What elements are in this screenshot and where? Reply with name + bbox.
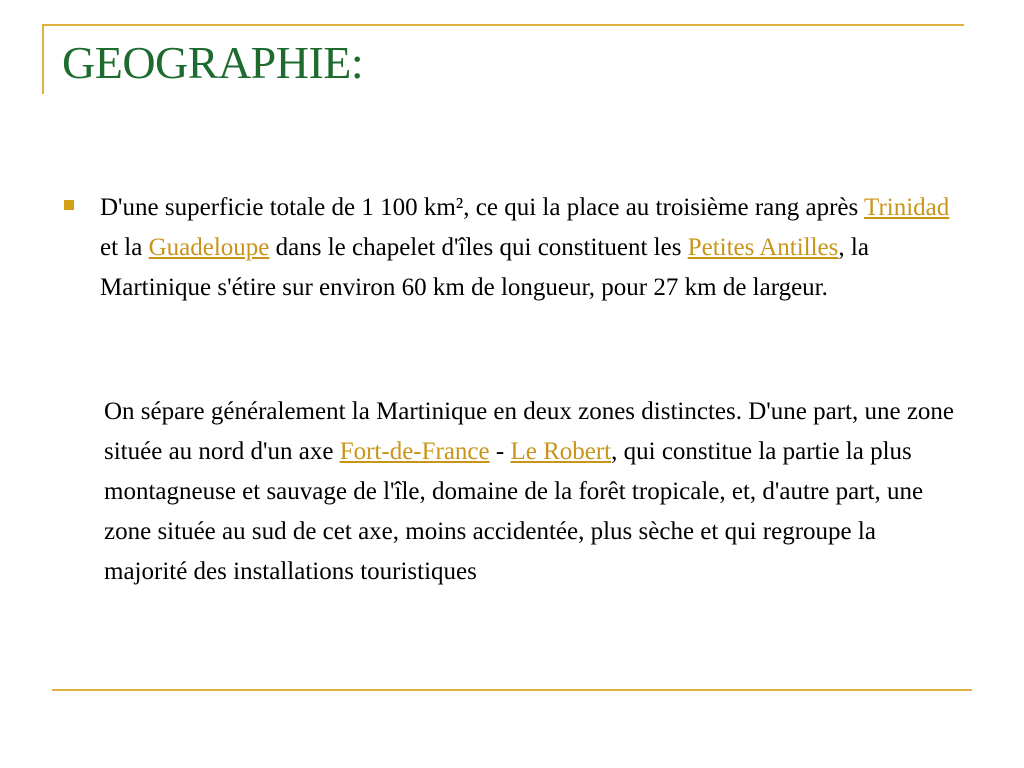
square-bullet-icon [64,200,74,210]
link-guadeloupe[interactable]: Guadeloupe [148,234,270,261]
link-le-robert[interactable]: Le Robert [510,438,612,465]
link-trinidad[interactable]: Trinidad [864,194,950,221]
paragraph-text: et la [100,234,149,261]
frame-bottom-line [52,689,972,691]
paragraph-text: , qui constitue la partie la plus montagneuse et sauvage de l'île, domaine de la forêt tropicale, et, d'autre part, une zone située au sud de cet axe, moins accidentée, plus sèche et qui regroupe la majorité des installations touristiques [104,438,924,585]
paragraph-superficie [100,188,960,308]
frame-top-line [42,24,964,26]
paragraph-text: D'une superficie totale de 1 100 km², ce qui la place au troisième rang après [100,194,865,221]
frame-left-line [42,24,44,94]
paragraph-text: - [489,438,511,465]
link-petites-antilles[interactable]: Petites Antilles [687,234,839,261]
paragraph-text: dans le chapelet d'îles qui constituent les [269,234,688,261]
slide-title: GEOGRAPHIE: [62,37,364,88]
link-fort-de-france[interactable]: Fort-de-France [339,438,490,465]
paragraph-zones [104,392,964,592]
paragraph-text: On sépare généralement la Martinique en deux zones distinctes. D'une part, une zone située au nord d'un axe [104,398,955,465]
paragraph-text: , la Martinique s'étire sur environ 60 km de longueur, pour 27 km de largeur. [100,234,869,301]
